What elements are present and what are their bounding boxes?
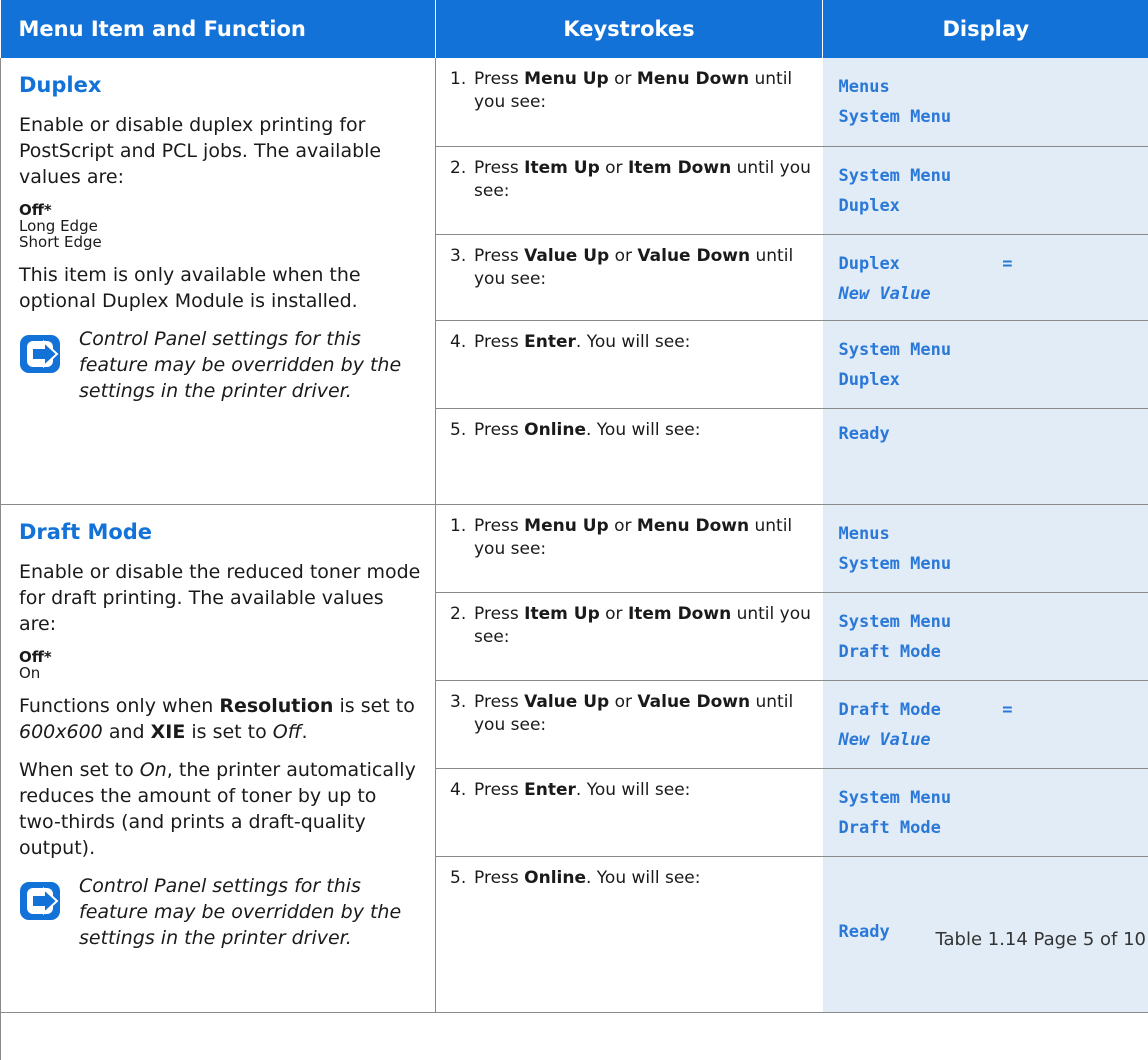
display-readout: Duplex = New Value: [823, 234, 1148, 320]
draft-on-explanation: When set to On, the printer automatically reduces the amount of toner by up to two-thirds (and prints a draft-quality output).: [19, 758, 416, 859]
step-number: 3.: [450, 245, 467, 266]
keystroke-step: 2. Press Item Up or Item Down until you see:: [436, 592, 823, 680]
display-readout: Ready: [823, 408, 1148, 504]
note-text: Control Panel settings for this feature may be overridden by the settings in the printer driver.: [79, 328, 402, 402]
value-option: Off*: [19, 647, 52, 666]
duplex-note: [19, 326, 421, 404]
arrow-note-icon: [19, 332, 65, 376]
keystroke-step: 3. Press Value Up or Value Down until you see:: [436, 680, 823, 768]
keystroke-step: 4. Press Enter. You will see:: [436, 768, 823, 856]
keystroke-step: 1. Press Menu Up or Menu Down until you see:: [436, 504, 823, 592]
step-number: 3.: [450, 691, 467, 712]
header-menu-item: Menu Item and Function: [1, 0, 436, 58]
keystroke-step: 5. Press Online. You will see:: [436, 856, 823, 1012]
keystroke-step: 4. Press Enter. You will see:: [436, 320, 823, 408]
duplex-intro: Enable or disable duplex printing for PostScript and PCL jobs. The available values are:: [19, 114, 382, 188]
display-readout: System Menu Draft Mode: [823, 768, 1148, 856]
step-number: 2.: [450, 157, 467, 178]
header-keystrokes: Keystrokes: [436, 0, 823, 58]
value-option: Off*: [19, 201, 52, 219]
display-readout: Menus System Menu: [823, 504, 1148, 592]
keystroke-step: 5. Press Online. You will see:: [436, 408, 823, 504]
keystroke-step: 2. Press Item Up or Item Down until you see:: [436, 146, 823, 234]
step-number: 4.: [450, 779, 467, 800]
value-option: Short Edge: [19, 233, 102, 251]
table-footer: [0, 924, 1148, 1060]
draft-resolution-condition: Functions only when Resolution is set to 600x600 and XIE is set to Off.: [19, 694, 415, 743]
display-readout: Draft Mode = New Value: [823, 680, 1148, 768]
display-readout: System Menu Duplex: [823, 146, 1148, 234]
table-row: [1, 58, 1148, 146]
step-number: 4.: [450, 331, 467, 352]
value-option: Long Edge: [19, 217, 98, 235]
note-text: Control Panel settings for this feature may be overridden by the settings in the printer driver.: [79, 874, 402, 949]
header-display: Display: [823, 0, 1148, 58]
duplex-availability: This item is only available when the optional Duplex Module is installed.: [19, 264, 361, 312]
display-readout: Ready: [823, 856, 1148, 1012]
arrow-note-icon: [19, 879, 65, 923]
section-title-draft-mode: Draft Mode: [19, 519, 153, 544]
duplex-description: [1, 58, 436, 504]
section-title-duplex: Duplex: [19, 73, 102, 97]
step-number: 5.: [450, 867, 467, 888]
table-row: [1, 504, 1148, 592]
table-header-row: [1, 0, 1148, 58]
draft-values: [19, 649, 421, 681]
step-number: 2.: [450, 603, 467, 624]
keystroke-step: 1. Press Menu Up or Menu Down until you see:: [436, 58, 823, 146]
display-readout: Menus System Menu: [823, 58, 1148, 146]
step-number: 1.: [450, 515, 467, 536]
display-readout: System Menu Duplex: [823, 320, 1148, 408]
display-readout: System Menu Draft Mode: [823, 592, 1148, 680]
keystroke-step: 3. Press Value Up or Value Down until you see:: [436, 234, 823, 320]
page-indicator: Table 1.14 Page 5 of 10: [935, 929, 1146, 950]
duplex-values: [19, 202, 421, 250]
step-number: 1.: [450, 69, 467, 89]
step-number: 5.: [450, 419, 467, 440]
value-option: On: [19, 663, 41, 682]
draft-intro: Enable or disable the reduced toner mode for draft printing. The available values are:: [19, 560, 421, 635]
